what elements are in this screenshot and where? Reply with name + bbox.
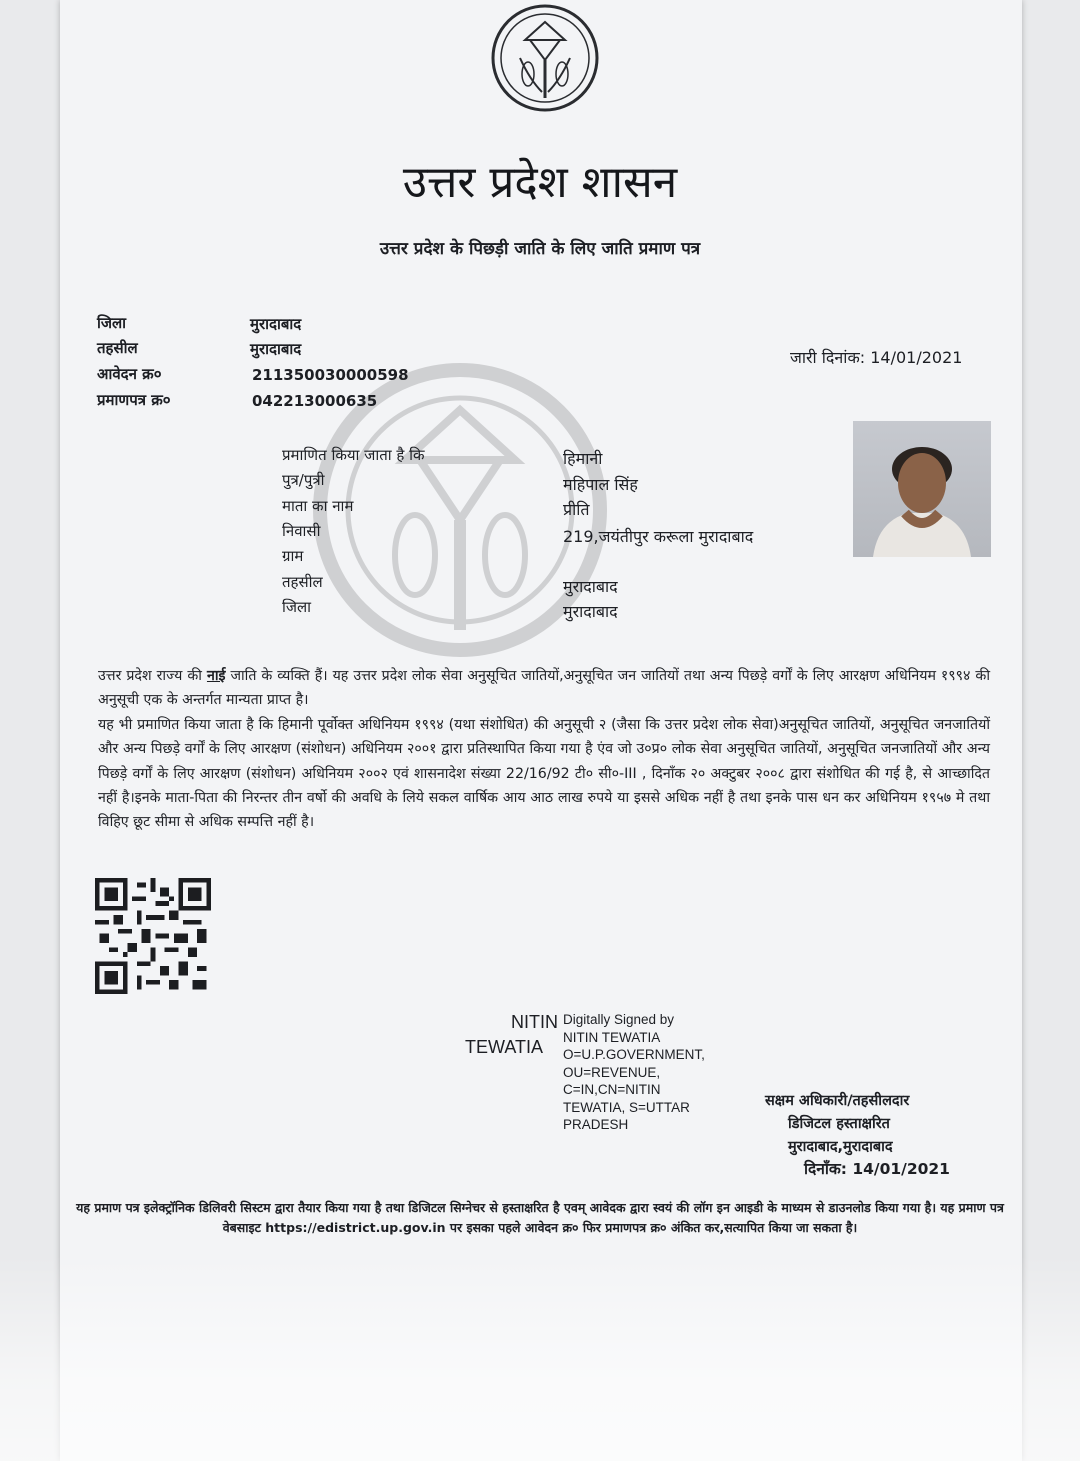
body-paragraph-2: यह भी प्रमाणित किया जाता है कि हिमानी पूर्वोक्त अधिनियम १९९४ (यथा संशोधित) की अनुसूची २ (जैसा कि उत्तर प्रदेश लोक सेवा)अनुसूचित जातियों, अनुसूचित जनजातियों और अन्य पिछड़े वर्गों के लिए आरक्षण (संशोधन) अधिनियम २००१ द्वारा प्रतिस्थापित किया गया है एंव जो उ०प्र० लोक सेवा अनुसूचित जातियों, अनुसूचित जनजातियों और अन्य पिछड़े वर्गों के लिए आरक्षण (संशोधन) अधिनियम २००२ एवं शासनादेश संख्या 22/16/92 टी० सी०-III , दिनाँक २० अक्टुबर २००८ द्वारा संशोधित की गई है, से आच्छादित नहीं है।इनके माता-पिता की निरन्तर तीन वर्षो की अवधि के लिये सकल वार्षिक आय आठ लाख रुपये या इससे अधिक नहीं है तथा इनके पास धन कर अधिनियम १९५७ मे तथा विहिए छूट सीमा से अधिक सम्पत्ति नहीं है।: [98, 716, 990, 831]
body-paragraph-1-start: उत्तर प्रदेश राज्य की: [98, 668, 207, 684]
mother-name: प्रीति: [563, 500, 590, 519]
body-paragraph-1-end: जाति के व्यक्ति हैं। यह उत्तर प्रदेश लोक सेवा अनुसूचित जातियों,अनुसूचित जन जातियों तथा अन्य पिछड़े वर्गों के लिए आरक्षण अधिनियम १९९४ की अनुसूची एक के अन्तर्गत मान्यता प्राप्त है।: [98, 668, 990, 709]
person-name: हिमानी: [563, 449, 603, 468]
applicant-photo: [853, 421, 991, 557]
signer-name-line2: TEWATIA: [465, 1037, 543, 1057]
application-number-value: 211350030000598: [252, 366, 409, 384]
certificate-number-label: प्रमाणपत्र क्र०: [97, 391, 171, 409]
district-value: मुरादाबाद: [250, 315, 302, 333]
certificate-body: [98, 664, 990, 835]
village-label: ग्राम: [282, 547, 304, 565]
resident-address: 219,जयंतीपुर करूला मुरादाबाद: [563, 527, 754, 546]
person-district-label: जिला: [282, 598, 312, 616]
person-district-value: मुरादाबाद: [563, 602, 618, 621]
digital-signature-block: Digitally Signed by NITIN TEWATIA O=U.P.GOVERNMENT, OU=REVENUE, C=IN,CN=NITIN TEWATIA, S=UTTAR PRADESH: [563, 1012, 705, 1132]
authority-designation: सक्षम अधिकारी/तहसीलदार: [765, 1093, 910, 1109]
footer-note: यह प्रमाण पत्र इलेक्ट्रॉनिक डिलिवरी सिस्टम द्वारा तैयार किया गया है तथा डिजिटल सिग्नेचर से हस्ताक्षरित है एवम् आवेदक द्वारा स्वयं की लॉग इन आइडी के माध्यम से डाउनलोड किया गया है। यह प्रमाण पत्र वेबसाइट https://edistrict.up.gov.in पर इसका पहले आवेदन क्र० फिर प्रमाणपत्र क्र० अंकित कर,सत्यापित किया जा सकता है।: [76, 1200, 1004, 1235]
resident-label: निवासी: [282, 522, 321, 540]
signer-name-line1: NITIN: [511, 1012, 558, 1032]
up-emblem-icon: [490, 0, 600, 118]
mother-label: माता का नाम: [282, 497, 354, 515]
district-label: जिला: [97, 314, 127, 332]
certificate-subtitle: उत्तर प्रदेश के पिछड़ी जाति के लिए जाति प्रमाण पत्र: [379, 239, 701, 259]
person-tehsil-value: मुरादाबाद: [563, 577, 618, 596]
father-name: महिपाल सिंह: [563, 475, 638, 494]
authority-date: दिनाँक: 14/01/2021: [804, 1160, 950, 1178]
issue-date: जारी दिनांक: 14/01/2021: [790, 348, 963, 367]
authority-location: मुरादाबाद,मुरादाबाद: [788, 1139, 893, 1155]
certificate-number-value: 042213000635: [252, 392, 378, 410]
authority-digital-signed: डिजिटल हस्ताक्षरित: [788, 1116, 890, 1132]
qr-code: [92, 878, 214, 994]
certified-label: प्रमाणित किया जाता है कि: [282, 446, 425, 464]
government-title: उत्तर प्रदेश शासन: [402, 157, 678, 208]
tehsil-value: मुरादाबाद: [250, 340, 302, 358]
application-number-label: आवेदन क्र०: [97, 365, 162, 383]
person-tehsil-label: तहसील: [282, 573, 323, 591]
tehsil-label: तहसील: [97, 339, 138, 357]
caste-name: नाई: [206, 668, 226, 684]
child-of-label: पुत्र/पुत्री: [282, 471, 325, 489]
